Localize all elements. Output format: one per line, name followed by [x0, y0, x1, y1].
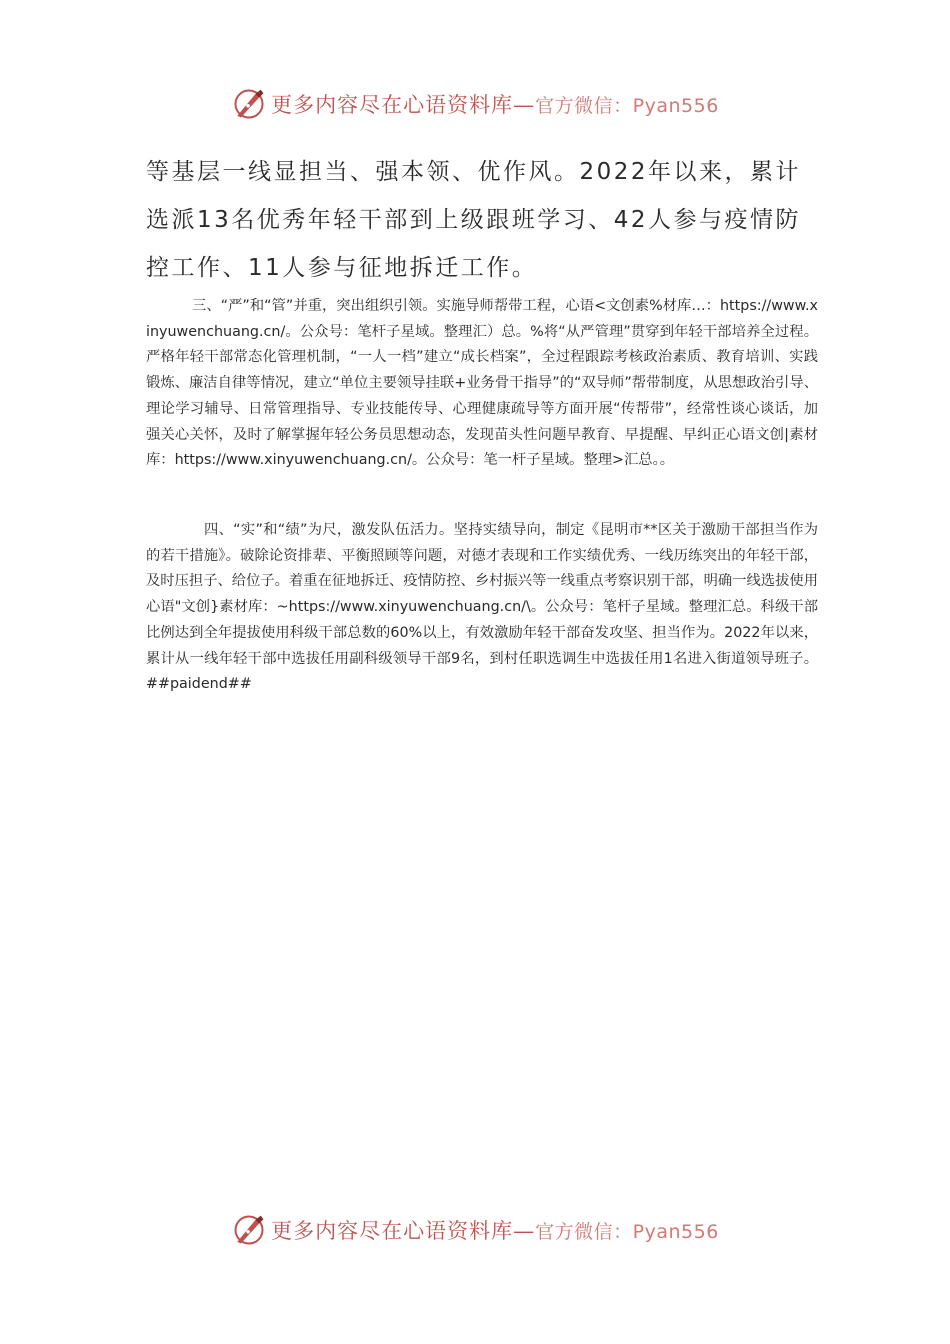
paragraph-four: 四、“实”和“绩”为尺，激发队伍活力。坚持实绩导向，制定《昆明市**区关于激励干部担当作为的若干措施》。破除论资排辈、平衡照顾等问题，对德才表现和工作实绩优秀、一线历练突出的年轻干部，及时压担子、给位子。着重在征地拆迁、疫情防控、乡村振兴等一线重点考察识别干部，明确一线选拔使用心语"文创}素材库：~https://www.xinyuwenchuang.cn/\。公众号：笔杆子星域。整理汇总。科级干部比例达到全年提拔使用科级干部总数的60%以上，有效激励年轻干部奋发攻坚、担当作为。2022年以来，累计从一线年轻干部中选拔任用副科级领导干部9名，到村任职选调生中选拔任用1名进入街道领导班子。 ##paidend##	[146, 522, 818, 693]
lead-paragraph: 等基层一线显担当、强本领、优作风。2022年以来，累计选派13名优秀年轻干部到上级跟班学习、42人参与疫情防控工作、11人参与征地拆迁工作。	[146, 159, 802, 281]
banner-text	[271, 1215, 719, 1245]
banner-wechat: 官方微信：Pyan556	[535, 1221, 719, 1243]
footer-banner	[0, 1208, 950, 1252]
banner-wechat: 官方微信：Pyan556	[535, 95, 719, 117]
banner-separator: —	[513, 93, 536, 117]
banner-text	[271, 89, 719, 119]
banner-separator: —	[513, 1219, 536, 1243]
header-banner	[0, 82, 950, 126]
banner-title: 更多内容尽在心语资料库	[271, 1219, 514, 1243]
banner-title: 更多内容尽在心语资料库	[271, 93, 514, 117]
pen-nib-logo-icon	[231, 86, 267, 122]
pen-nib-logo-icon	[231, 1212, 267, 1248]
paragraph-three: 三、“严”和“管”并重，突出组织引领。实施导师帮带工程，心语<文创素%材库…：https://www.xinyuwenchuang.cn/。公众号：笔杆子星域。整理汇）总。%将“从严管理”贯穿到年轻干部培养全过程。严格年轻干部常态化管理机制，“一人一档”建立“成长档案”，全过程跟踪考核政治素质、教育培训、实践锻炼、廉洁自律等情况，建立“单位主要领导挂联+业务骨干指导”的“双导师”帮带制度，从思想政治引导、理论学习辅导、日常管理指导、专业技能传导、心理健康疏导等方面开展“传帮带”，经常性谈心谈话，加强关心关怀，及时了解掌握年轻公务员思想动态，发现苗头性问题早教育、早提醒、早纠正心语文创|素材库：https://www.xinyuwenchuang.cn/。公众号：笔一杆子星域。整理>汇总。。	[146, 298, 818, 469]
